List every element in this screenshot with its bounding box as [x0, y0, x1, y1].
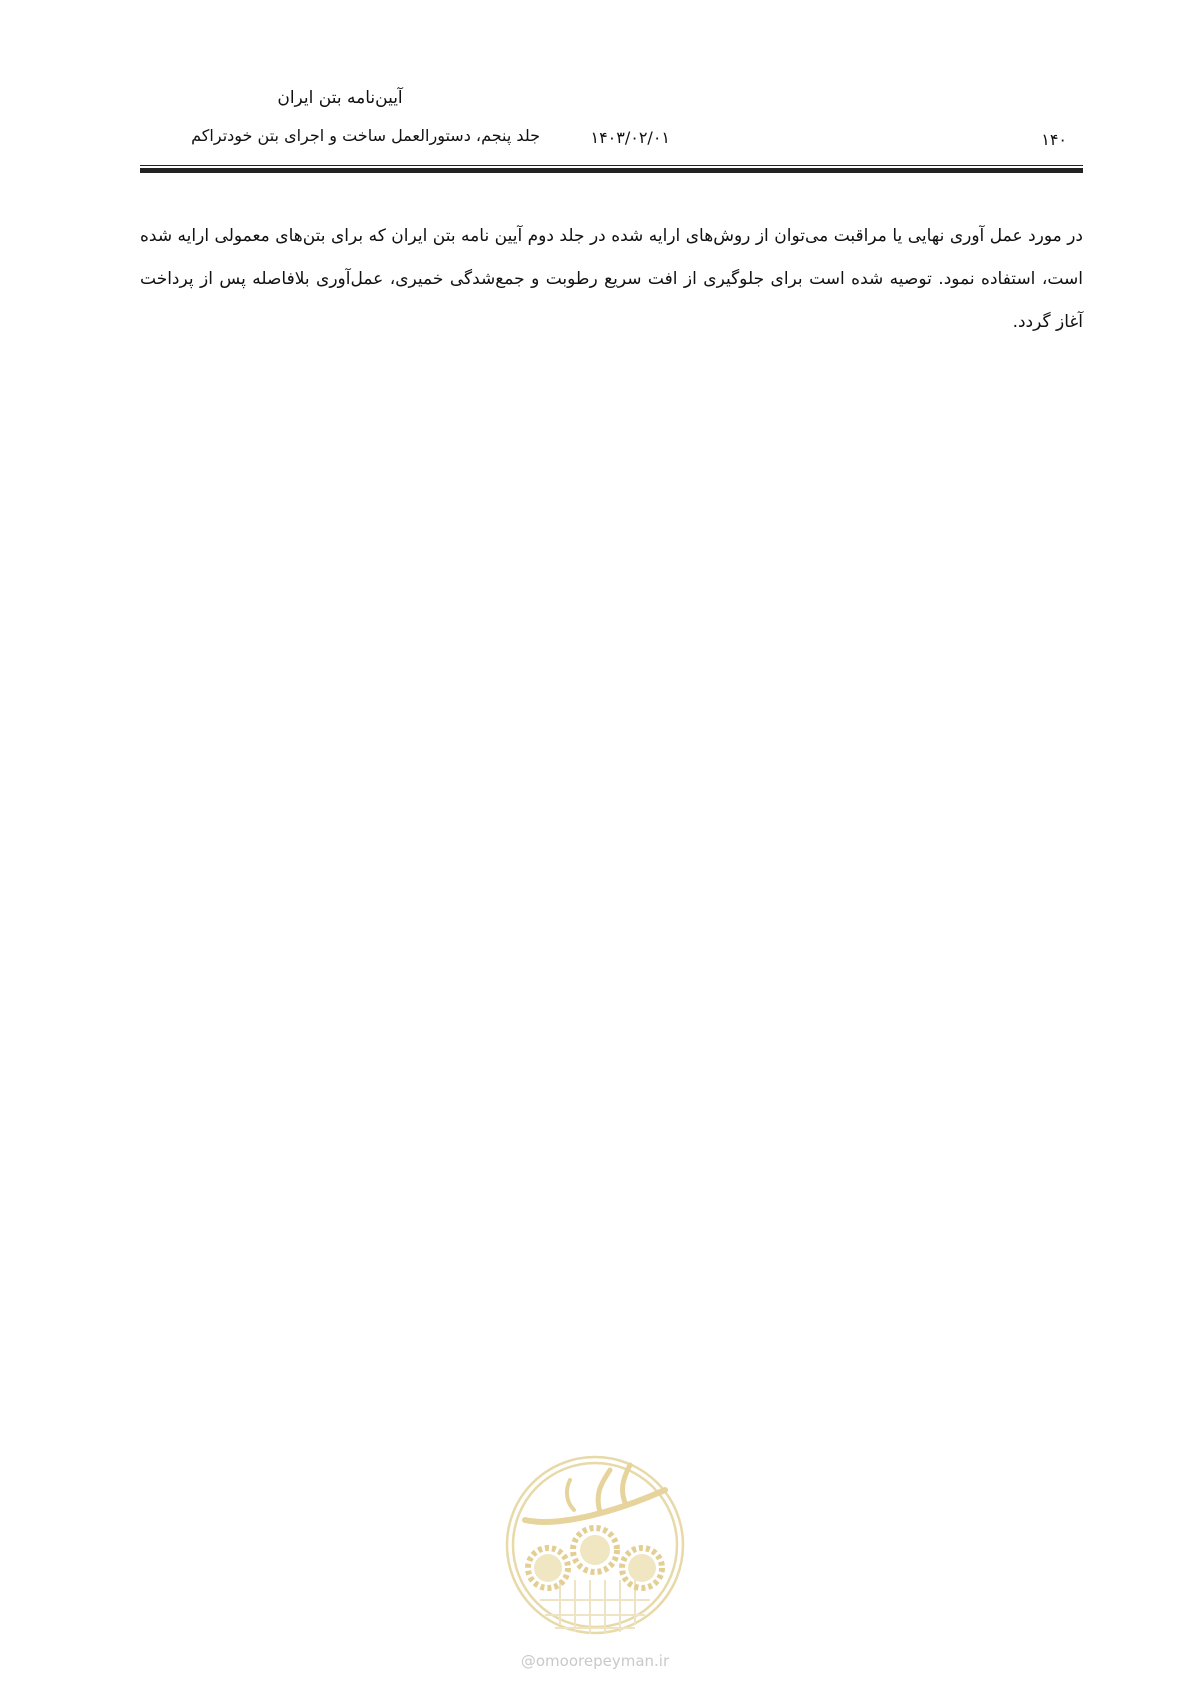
document-subtitle: جلد پنجم، دستورالعمل ساخت و اجرای بتن خودتراکم	[191, 126, 540, 145]
body-paragraph: در مورد عمل آوری نهایی یا مراقبت می‌توان از روش‌های ارایه شده در جلد دوم آیین نامه بتن ایران که برای بتن‌های معمولی ارایه شده است، استفاده نمود. توصیه شده است برای جلوگیری از افت سریع رطوبت و جمع‌شدگی خمیری، عمل‌آوری بلافاصله پس از پرداخت آغاز گردد.	[140, 226, 1083, 332]
page-number: ۱۴۰	[1041, 130, 1067, 149]
header-rule-thin	[140, 165, 1083, 166]
watermark	[500, 1450, 690, 1680]
page-header	[140, 84, 1083, 174]
document-date: ۱۴۰۳/۰۲/۰۱	[590, 128, 670, 147]
document-title: آیین‌نامه بتن ایران	[277, 88, 403, 108]
watermark-logo-icon	[500, 1450, 690, 1650]
watermark-url: @omoorepeyman.ir	[520, 1652, 670, 1670]
header-rule-thick	[140, 168, 1083, 173]
